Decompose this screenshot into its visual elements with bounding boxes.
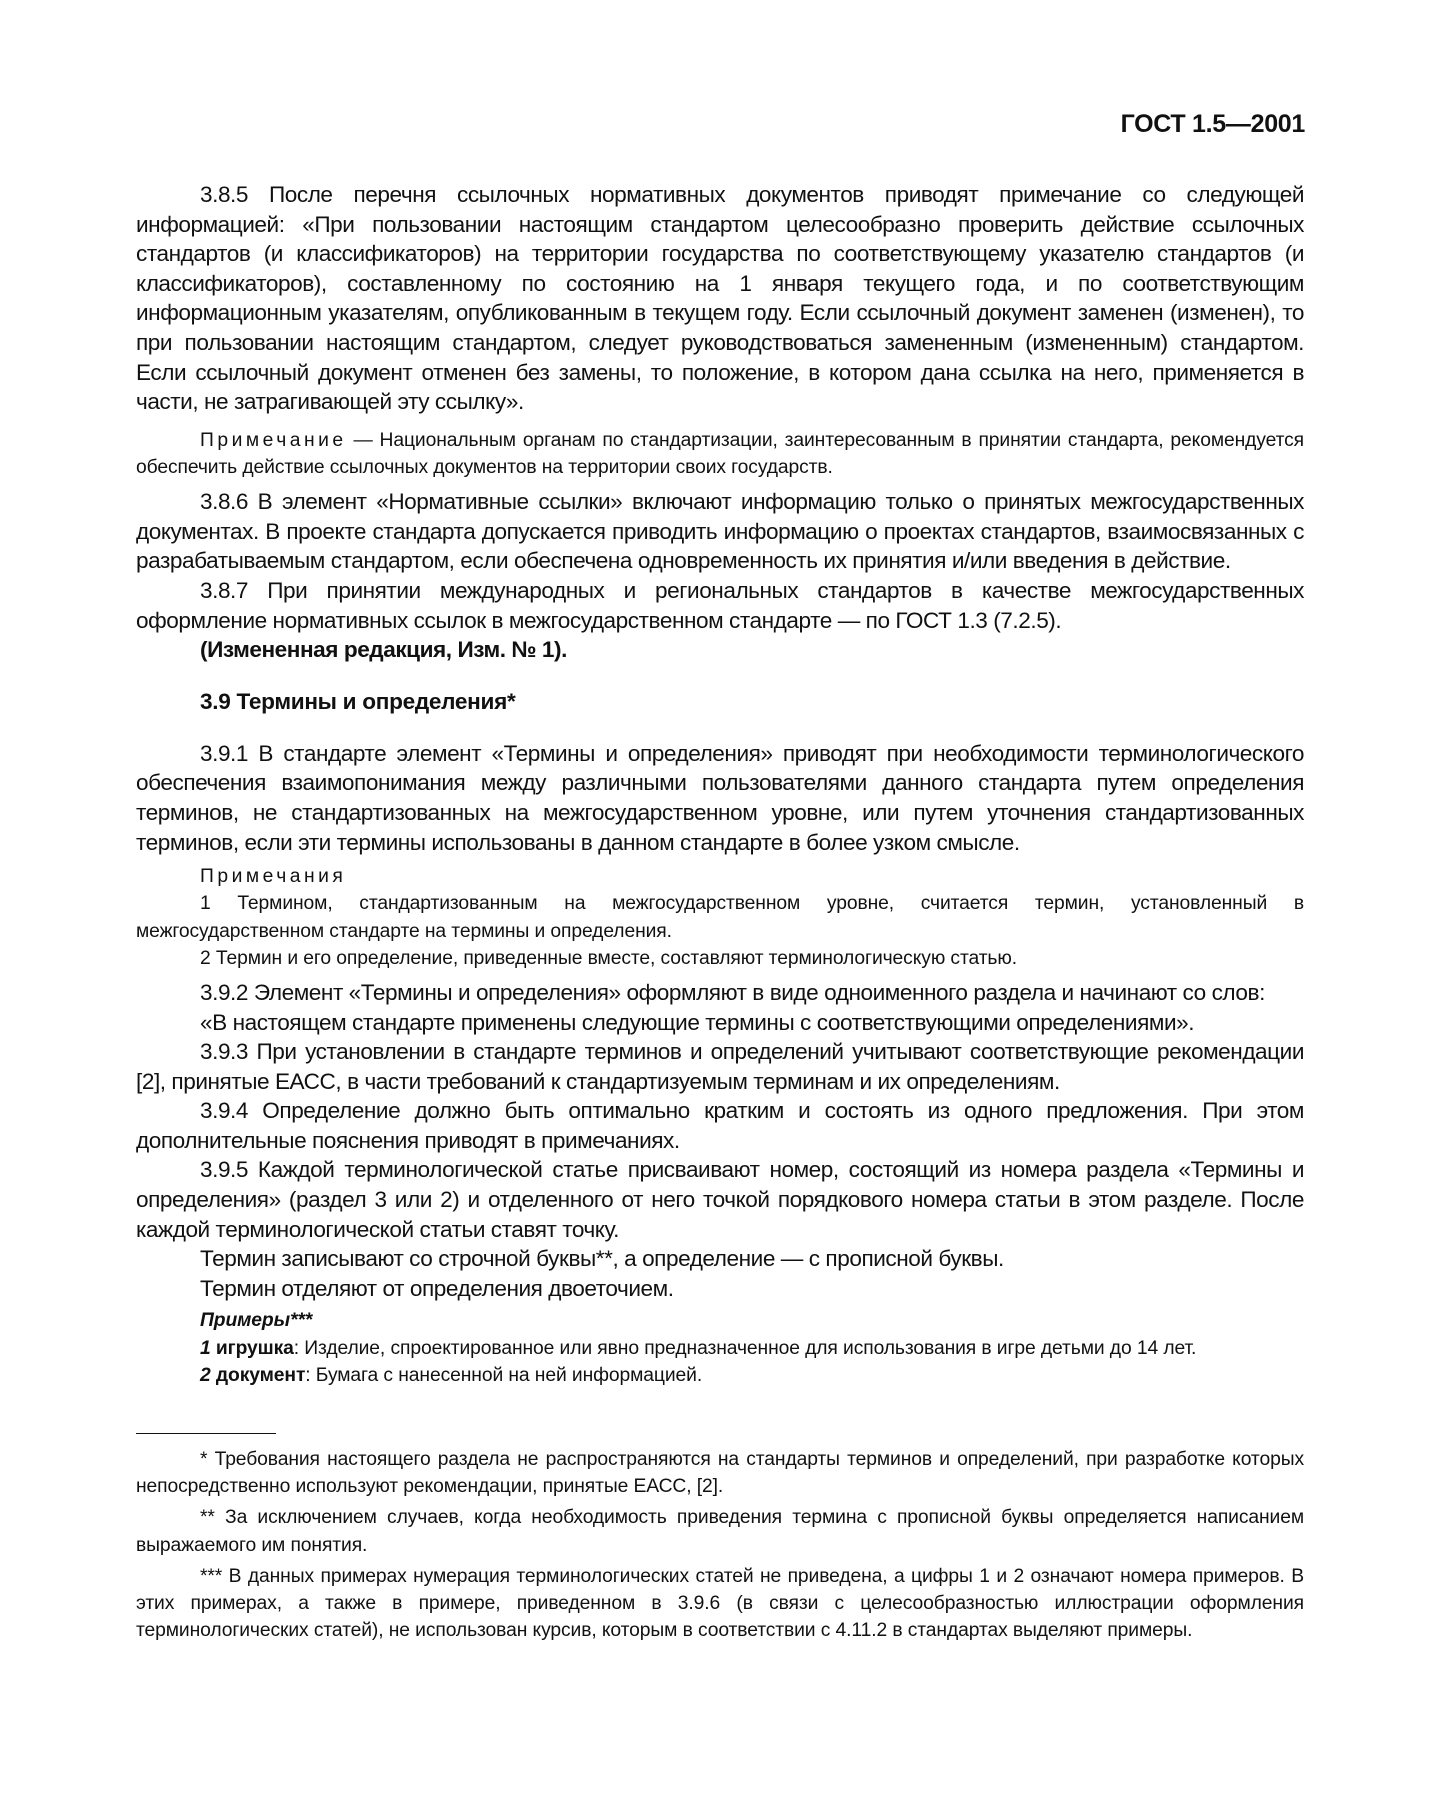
page-header-doc-id: ГОСТ 1.5—2001 <box>1120 110 1305 138</box>
clause-3-9-2-quote: «В настоящем стандарте применены следующие термины с соответствующими определениями». <box>200 1009 1195 1035</box>
example-2 <box>136 1362 1304 1389</box>
footnote-3: *** В данных примерах нумерация терминологических статей не приведена, а цифры 1 и 2 означают номера примеров. В этих примерах, а также в примере, приведенном в 3.9.6 (в связи с целесообразностью иллюстрации оформления терминологических статей), не использован курсив, которым в соответствии с 4.11.2 в стандартах выделяют примеры. <box>136 1565 1304 1642</box>
clause-3-9-5-line-3: Термин отделяют от определения двоеточием. <box>200 1275 674 1301</box>
note-2: 2 Термин и его определение, приведенные вместе, составляют терминологическую статью. <box>200 947 1017 969</box>
note-text: — Национальным органам по стандартизации, заинтересованным в принятии стандарта, рекомендуется обеспечить действие ссылочных документов на территории своих государств. <box>136 429 1304 478</box>
example-1 <box>136 1335 1304 1362</box>
example-2-definition: : Бумага с нанесенной на ней информацией. <box>305 1364 703 1386</box>
example-1-definition: : Изделие, спроектированное или явно предназначенное для использования в игре детьми до 14 лет. <box>293 1337 1197 1359</box>
footnote-separator <box>136 1433 276 1434</box>
clause-3-9-5-line-2: Термин записывают со строчной буквы**, а определение — с прописной буквы. <box>200 1246 1004 1272</box>
clause-3-8-5: 3.8.5 После перечня ссылочных нормативных документов приводят примечание со следующей информацией: «При пользовании настоящим стандартом целесообразно проверить действие ссылочных стандартов (и классификаторов) на территории государства по соответствующему указателю стандартов (и классификаторов), составленному по состоянию на 1 января текущего года, и по соответствующим информационным указателям, опубликованным в текущем году. Если ссылочный документ заменен (изменен), то при пользовании настоящим стандартом, следует руководствоваться замененным (измененным) стандартом. Если ссылочный документ отменен без замены, то положение, в котором дана ссылка на него, применяется в части, не затрагивающей эту ссылку». <box>136 182 1304 415</box>
note-3-8-5 <box>136 427 1304 481</box>
clause-3-8-6: 3.8.6 В элемент «Нормативные ссылки» включают информацию только о принятых межгосударственных документах. В проекте стандарта допускается приводить информацию о проектах стандартов, взаимосвязанных с разрабатываемым стандартом, если обеспечена одновременность их принятия и/или введения в действие. <box>136 489 1304 574</box>
note-label: Примечание <box>200 429 347 451</box>
notes-label: Примечания <box>200 866 347 888</box>
footnote-2: ** За исключением случаев, когда необходимость приведения термина с прописной буквы определяется написанием выражаемого им понятия. <box>136 1507 1304 1556</box>
amendment-note: (Измененная редакция, Изм. № 1). <box>200 637 567 663</box>
clause-3-8-7: 3.8.7 При принятии международных и региональных стандартов в качестве межгосударственных оформление нормативных ссылок в межгосударственном стандарте — по ГОСТ 1.3 (7.2.5). <box>136 577 1304 633</box>
clause-3-9-4: 3.9.4 Определение должно быть оптимально кратким и состоять из одного предложения. При этом дополнительные пояснения приводят в примечаниях. <box>136 1098 1304 1153</box>
example-1-term: игрушка <box>210 1337 294 1359</box>
clause-3-9-5: 3.9.5 Каждой терминологической статье присваивают номер, состоящий из номера раздела «Термины и определения» (раздел 3 или 2) и отделенного от него точкой порядкового номера статьи в этом разделе. После каждой терминологической статьи ставят точку. <box>136 1157 1304 1242</box>
page-content <box>136 180 1304 1644</box>
example-1-number: 1 <box>200 1337 211 1359</box>
clause-3-9-3: 3.9.3 При установлении в стандарте терминов и определений учитывают соответствующие рекомендации [2], принятые ЕАСС, в части требований к стандартизуемым терминам и их определениям. <box>136 1039 1304 1094</box>
section-title-3-9: 3.9 Термины и определения* <box>200 688 516 714</box>
examples-label: Примеры*** <box>200 1310 313 1332</box>
clause-3-9-1: 3.9.1 В стандарте элемент «Термины и определения» приводят при необходимости терминологического обеспечения взаимопонимания между различными пользователями данного стандарта путем определения терминов, не стандартизованных на межгосударственном уровне, или путем уточнения стандартизованных терминов, если эти термины использованы в данном стандарте в более узком смысле. <box>136 740 1304 855</box>
example-2-term: документ <box>210 1364 306 1386</box>
footnote-1: * Требования настоящего раздела не распространяются на стандарты терминов и определений, при разработке которых непосредственно используют рекомендации, принятые ЕАСС, [2]. <box>136 1449 1304 1498</box>
clause-3-9-2: 3.9.2 Элемент «Термины и определения» оформляют в виде одноименного раздела и начинают со слов: <box>200 979 1265 1005</box>
example-2-number: 2 <box>200 1364 211 1386</box>
note-1: 1 Термином, стандартизованным на межгосударственном уровне, считается термин, установленный в межгосударственном стандарте на термины и определения. <box>136 893 1304 942</box>
